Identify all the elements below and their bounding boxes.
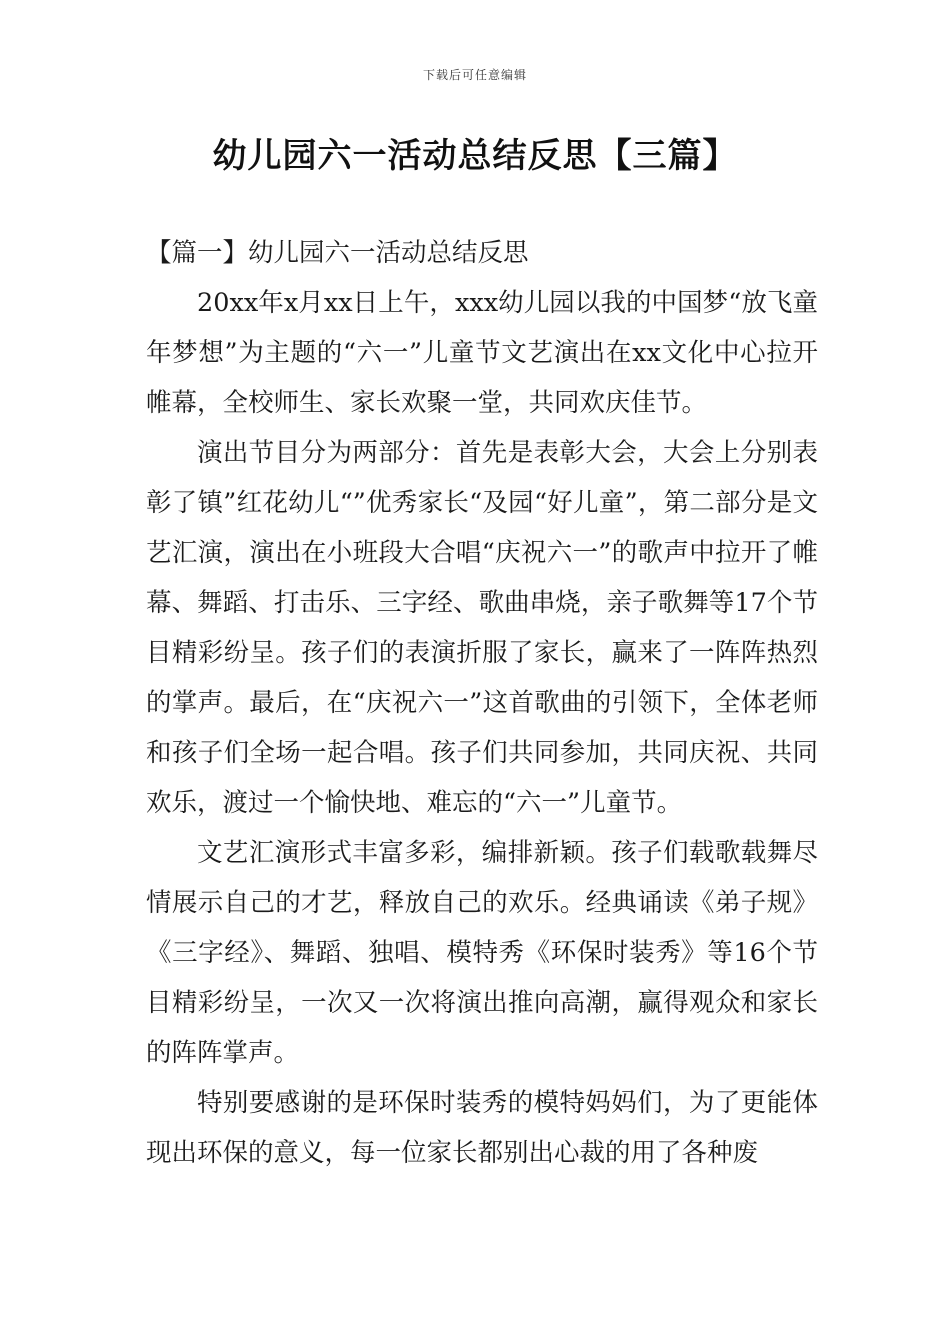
- paragraph-2: 演出节目分为两部分：首先是表彰大会，大会上分别表彰了镇”红花幼儿“”优秀家长“及园“好儿童”，第二部分是文艺汇演，演出在小班段大合唱“庆祝六一”的歌声中拉开了帷幕、舞蹈、打击乐、三字经、歌曲串烧，亲子歌舞等17个节目精彩纷呈。孩子们的表演折服了家长，赢来了一阵阵热烈的掌声。最后，在“庆祝六一”这首歌曲的引领下，全体老师和孩子们全场一起合唱。孩子们共同参加，共同庆祝、共同欢乐，渡过一个愉快地、难忘的“六一”儿童节。: [146, 438, 818, 818]
- header-note: 下载后可任意编辑: [422, 68, 527, 82]
- paragraph-3: 文艺汇演形式丰富多彩，编排新颖。孩子们载歌载舞尽情展示自己的才艺，释放自己的欢乐。经典诵读《弟子规》《三字经》、舞蹈、独唱、模特秀《环保时装秀》等16个节目精彩纷呈，一次又一次将演出推向高潮，赢得观众和家长的阵阵掌声。: [146, 838, 818, 1068]
- paragraph-4: 特别要感谢的是环保时装秀的模特妈妈们，为了更能体现出环保的意义，每一位家长都别出心裁的用了各种废: [146, 1088, 818, 1168]
- document-title: 幼儿园六一活动总结反思【三篇】: [212, 136, 738, 176]
- section-heading: 【篇一】幼儿园六一活动总结反思: [146, 238, 529, 268]
- paragraph-1: 20xx年x月xx日上午，xxx幼儿园以我的中国梦“放飞童年梦想”为主题的“六一”儿童节文艺演出在xx文化中心拉开帷幕，全校师生、家长欢聚一堂，共同欢庆佳节。: [146, 288, 818, 418]
- document-body: [146, 228, 818, 1178]
